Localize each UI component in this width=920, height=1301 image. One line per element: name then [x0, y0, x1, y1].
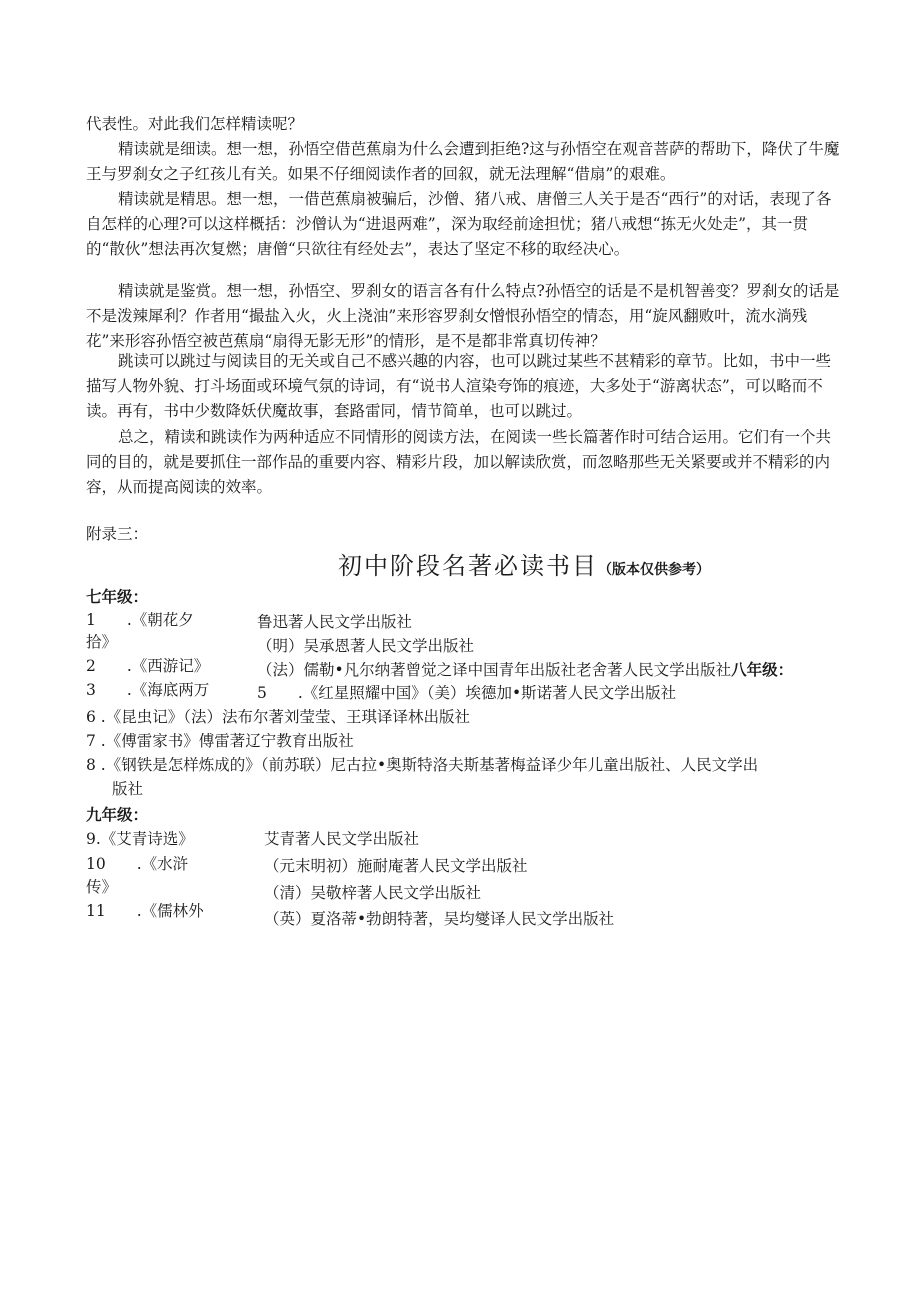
- list-item: 7 .《傅雷家书》傅雷著辽宁教育出版社: [86, 732, 354, 750]
- publisher-info: （清）吴敬梓著人民文学出版社: [264, 884, 482, 902]
- list-item: 1 .《朝花夕: [86, 611, 194, 629]
- list-item: 9.《艾青诗选》: [86, 830, 194, 848]
- paragraph-conclusion: 总之，精读和跳读作为两种适应不同情形的阅读方法，在阅读一些长篇著作时可结合运用。它们有一个共同的目的，就是要抓住一部作品的重要内容、精彩片段，加以解读欣赏，而忽略那些无关紧要或并不精彩的内容，从而提高阅读的效率。: [86, 428, 832, 496]
- grade7-heading: 七年级：: [86, 588, 149, 606]
- paragraph-deep-thinking: 精读就是精思。想一想，一借芭蕉扇被骗后，沙僧、猪八戒、唐僧三人关于是否“西行”的对话，表现了各自怎样的心理?可以这样概括：沙僧认为“进退两难”，深为取经前途担忧；猪八戒想“拣无火处走”，其一贯的“散伙”想法再次复燃；唐僧“只欲往有经处去”，表达了坚定不移的取经决心。: [86, 190, 832, 258]
- paragraph-close-reading: 精读就是细读。想一想，孙悟空借芭蕉扇为什么会遭到拒绝?这与孙悟空在观音菩萨的帮助下，降伏了牛魔王与罗刹女之子红孩儿有关。如果不仔细阅读作者的回叙，就无法理解“借扇”的艰难。: [86, 140, 840, 183]
- list-item: 2 .《西游记》: [86, 657, 210, 675]
- book-list-title: [338, 549, 710, 587]
- publisher-info: 鲁迅著人民文学出版社: [257, 613, 413, 631]
- list-item: 8 .《钢铁是怎样炼成的》（前苏联）尼古拉•奥斯特洛夫斯基著梅益译少年儿童出版社、人民文学出: [86, 756, 759, 774]
- appendix-label: 附录三：: [86, 525, 149, 543]
- publisher-info: （英）夏洛蒂•勃朗特著，吴均燮译人民文学出版社: [264, 910, 615, 928]
- publisher-info: [257, 659, 793, 681]
- list-item: 拾》: [86, 633, 118, 651]
- paragraph-appreciation: 精读就是鉴赏。想一想，孙悟空、罗刹女的语言各有什么特点?孙悟空的话是不是机智善变？罗刹女的话是不是泼辣犀利？作者用“撮盐入火，火上浇油”来形容罗刹女憎恨孙悟空的情态，用“旋风翻败叶，流水淌残花”来形容孙悟空被芭蕉扇“扇得无影无形”的情形，是不是都非常真切传神？: [86, 282, 840, 350]
- list-item: 6 .《昆虫记》（法）法布尔著刘莹莹、王琪译译林出版社: [86, 708, 470, 726]
- publisher-text: （法）儒勒•凡尔纳著曾觉之译中国青年出版社老舍著人民文学出版社: [257, 661, 732, 679]
- title-note: （版本仅供参考）: [598, 562, 710, 578]
- page-title: 初中阶段名著必读书目: [338, 552, 598, 580]
- list-item: 10 .《水浒: [86, 855, 189, 873]
- list-item: 11 .《儒林外: [86, 902, 204, 920]
- publisher-info: （元末明初）施耐庵著人民文学出版社: [264, 857, 528, 875]
- paragraph-skim-reading: 跳读可以跳过与阅读目的无关或自己不感兴趣的内容，也可以跳过某些不甚精彩的章节。比如，书中一些描写人物外貌、打斗场面或环境气氛的诗词，有“说书人渲染夸饰的痕迹，大多处于“游离状态”，可以略而不读。再有，书中少数降妖伏魔故事，套路雷同，情节简单，也可以跳过。: [86, 352, 832, 420]
- list-item: 传》: [86, 878, 118, 896]
- paragraph-intro: 代表性。对此我们怎样精读呢？: [86, 115, 304, 133]
- publisher-info: （明）吴承恩著人民文学出版社: [257, 637, 475, 655]
- grade9-heading: 九年级：: [86, 806, 149, 824]
- publisher-info: 艾青著人民文学出版社: [264, 830, 420, 848]
- list-item: 版社: [112, 780, 144, 798]
- grade8-heading: 八年级：: [731, 661, 794, 679]
- list-item: 3 .《海底两万: [86, 681, 210, 699]
- list-item: 5 .《红星照耀中国》（美）埃德加•斯诺著人民文学出版社: [257, 684, 677, 702]
